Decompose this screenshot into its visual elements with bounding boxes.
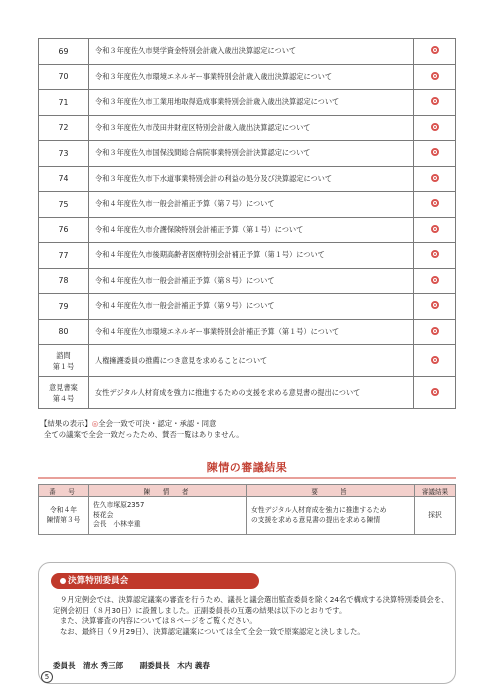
bill-title: 人権擁護委員の推薦につき意見を求めることについて	[89, 345, 414, 377]
bill-row	[39, 64, 456, 90]
approved-circle-icon	[431, 225, 439, 233]
bill-row	[39, 319, 456, 345]
bill-number	[39, 377, 89, 409]
petition-title: 陳情の審議結果	[206, 461, 288, 474]
bill-number: 77	[39, 243, 89, 269]
bill-title: 令和３年度佐久市国保浅間総合病院事業特別会計決算認定について	[89, 141, 414, 167]
result-cell	[414, 141, 456, 167]
committee-p1: ９月定例会では、決算認定議案の審査を行うため、議長と議会選出監査委員を除く24名で構成する決算特別委員会を、定例会初日（８月30日）に設置しました。正副委員長の互選の結果は以下のとおりです。	[53, 595, 449, 615]
bill-number: 70	[39, 64, 89, 90]
approved-circle-icon	[431, 356, 439, 364]
bill-number: 75	[39, 192, 89, 218]
bill-number: 76	[39, 217, 89, 243]
bill-title: 令和３年度佐久市奨学資金特別会計歳入歳出決算認定について	[89, 39, 414, 65]
bill-number: 74	[39, 166, 89, 192]
bill-title: 令和４年度佐久市後期高齢者医療特別会計補正予算（第１号）について	[89, 243, 414, 269]
summary-line2: の支援を求める意見書の提出を求める陳情	[251, 515, 381, 524]
page-number: 5	[41, 671, 53, 683]
summary-line1: 女性デジタル人材育成を強力に推進するため	[251, 506, 387, 514]
bill-row	[39, 243, 456, 269]
committee-p3: なお、最終日（９月29日）、決算認定議案については全て全会一致で原案認定と決しました。	[60, 626, 365, 636]
bill-number-line1: 意見書案	[49, 382, 78, 392]
bill-row	[39, 192, 456, 218]
committee-box	[38, 562, 456, 684]
petition-divider	[38, 477, 456, 479]
bill-number	[39, 345, 89, 377]
approved-circle-icon	[431, 174, 439, 182]
result-cell	[414, 294, 456, 320]
result-legend	[40, 418, 244, 440]
bill-number-line1: 諮問	[56, 350, 71, 360]
petition-row	[39, 497, 456, 535]
bill-number: 79	[39, 294, 89, 320]
bill-row	[39, 166, 456, 192]
legend-mark: ◎	[91, 419, 99, 428]
header-summary: 要 旨	[247, 485, 415, 497]
header-result: 審議結果	[415, 485, 456, 497]
bill-number: 80	[39, 319, 89, 345]
committee-title: 決算特別委員会	[68, 576, 129, 586]
approved-circle-icon	[431, 72, 439, 80]
header-number: 番 号	[39, 485, 89, 497]
bill-title: 令和４年度佐久市一般会計補正予算（第７号）について	[89, 192, 414, 218]
petition-result: 採択	[415, 497, 456, 535]
result-cell	[414, 345, 456, 377]
legend-line2: 全ての議案で全会一致だったため、賛否一覧はありません。	[44, 430, 244, 439]
bill-row	[39, 39, 456, 65]
result-cell	[414, 268, 456, 294]
bill-row	[39, 294, 456, 320]
result-cell	[414, 90, 456, 116]
petitioner-address: 佐久市塚原2357	[93, 501, 145, 510]
result-cell	[414, 319, 456, 345]
bill-row	[39, 345, 456, 377]
petition-table	[38, 484, 456, 535]
bill-title: 女性デジタル人材育成を強力に推進するための支援を求める意見書の提出について	[89, 377, 414, 409]
committee-chair: 委員長 清水 秀三郎	[53, 661, 124, 670]
bill-title: 令和３年度佐久市茂田井財産区特別会計歳入歳出決算認定について	[89, 115, 414, 141]
result-cell	[414, 243, 456, 269]
bill-number: 78	[39, 268, 89, 294]
bill-title: 令和４年度佐久市環境エネルギー事業特別会計補正予算（第１号）について	[89, 319, 414, 345]
approved-circle-icon	[431, 123, 439, 131]
committee-heading	[51, 573, 259, 589]
approved-circle-icon	[431, 97, 439, 105]
committee-body	[53, 595, 449, 637]
approved-circle-icon	[431, 46, 439, 54]
result-cell	[414, 39, 456, 65]
result-cell	[414, 115, 456, 141]
committee-p2: また、決算審査の内容については８ページをご覧ください。	[60, 616, 257, 625]
bill-number: 73	[39, 141, 89, 167]
legend-line1: 全会一致で可決・認定・承認・同意	[98, 419, 217, 428]
bill-row	[39, 141, 456, 167]
bill-row	[39, 268, 456, 294]
legend-prefix: 【結果の表示】	[40, 419, 92, 428]
petitioner-representative: 会長 小林幸重	[93, 520, 141, 529]
bill-number: 71	[39, 90, 89, 116]
bills-table	[38, 38, 456, 409]
approved-circle-icon	[431, 327, 439, 335]
bill-row	[39, 217, 456, 243]
bill-row	[39, 377, 456, 409]
bill-title: 令和３年度佐久市工業用地取得造成事業特別会計歳入歳出決算認定について	[89, 90, 414, 116]
committee-vice-chair: 副委員長 木内 義春	[139, 661, 210, 670]
petition-no-line2: 陳情第３号	[46, 515, 81, 524]
bill-title: 令和３年度佐久市下水道事業特別会計の利益の処分及び決算認定について	[89, 166, 414, 192]
bill-row	[39, 90, 456, 116]
petition-no-line1: 令和４年	[49, 506, 78, 514]
approved-circle-icon	[431, 148, 439, 156]
approved-circle-icon	[431, 199, 439, 207]
approved-circle-icon	[431, 301, 439, 309]
bill-number: 72	[39, 115, 89, 141]
bill-title: 令和３年度佐久市環境エネルギー事業特別会計歳入歳出決算認定について	[89, 64, 414, 90]
bill-title: 令和４年度佐久市一般会計補正予算（第９号）について	[89, 294, 414, 320]
header-petitioner: 陳 情 者	[89, 485, 247, 497]
bill-title: 令和４年度佐久市一般会計補正予算（第８号）について	[89, 268, 414, 294]
bill-number: 69	[39, 39, 89, 65]
result-cell	[414, 64, 456, 90]
approved-circle-icon	[431, 276, 439, 284]
bill-number-line2: 第４号	[52, 393, 75, 403]
result-cell	[414, 192, 456, 218]
approved-circle-icon	[431, 388, 439, 396]
result-cell	[414, 166, 456, 192]
bill-row	[39, 115, 456, 141]
petitioner-group: 桜花会	[93, 510, 114, 519]
bill-number-line2: 第１号	[52, 361, 75, 371]
bill-title: 令和４年度佐久市介護保険特別会計補正予算（第１号）について	[89, 217, 414, 243]
bullet-icon	[60, 578, 66, 584]
approved-circle-icon	[431, 250, 439, 258]
result-cell	[414, 377, 456, 409]
result-cell	[414, 217, 456, 243]
committee-members	[53, 660, 224, 671]
